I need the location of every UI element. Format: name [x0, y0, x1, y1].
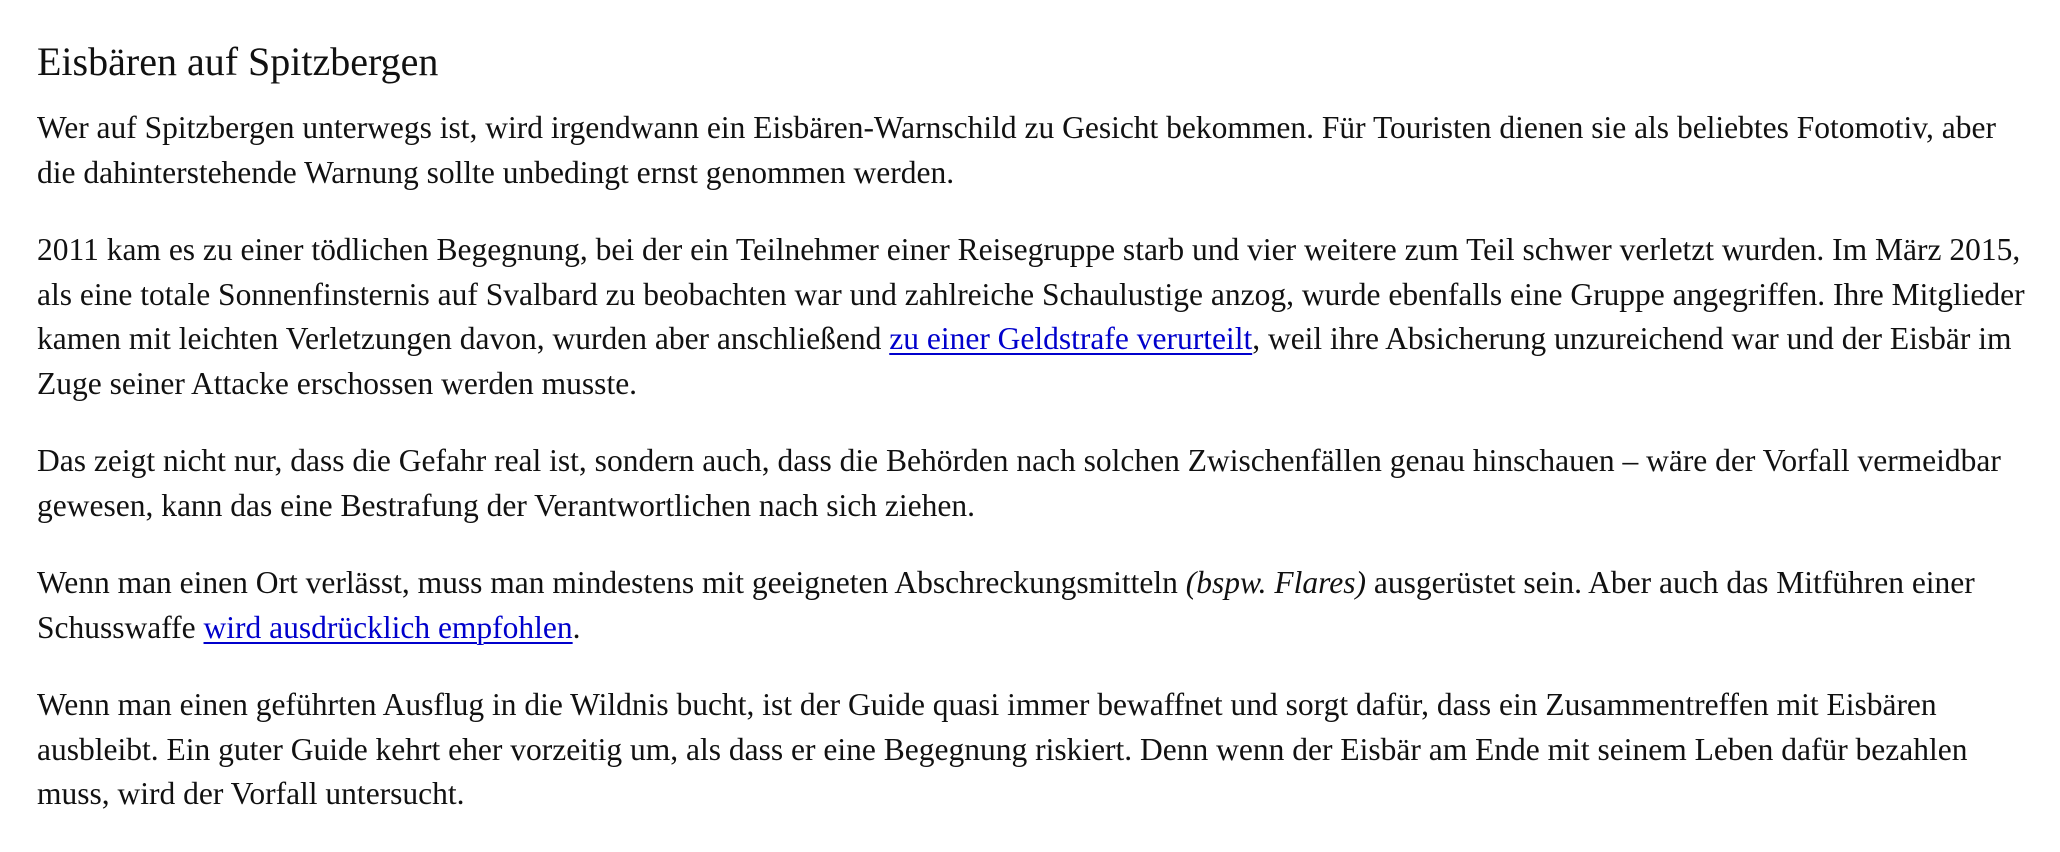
paragraph-incidents-text-before: 2011 kam es zu einer tödlichen Begegnung, bei der ein Teilnehmer einer Reisegruppe starb und vier weitere zum Teil schwer verletzt wurden. Im März 2015, als eine totale Sonnenfinsternis auf Svalbard zu beobachten war und zahlreiche Schaulustige anzog, wurde ebenfalls eine Gruppe angegriffen. Ihre Mitglieder kamen mit leichten Verletzungen davon, wurden aber anschließend [37, 232, 2025, 356]
paragraph-equipment-text-before: Wenn man einen Ort verlässt, muss man mindestens mit geeigneten Abschreckungsmitteln [37, 565, 1186, 600]
paragraph-guides: Wenn man einen geführten Ausflug in die Wildnis bucht, ist der Guide quasi immer bewaffnet und sorgt dafür, dass ein Zusammentreffen mit Eisbären ausbleibt. Ein guter Guide kehrt eher vorzeitig um, als dass er eine Begegnung riskiert. Denn wenn der Eisbär am Ende mit seinem Leben dafür bezahlen muss, wird der Vorfall untersucht. [37, 687, 1968, 811]
flares-emphasis: (bspw. Flares) [1185, 565, 1366, 600]
paragraph-equipment [37, 561, 2037, 650]
paragraph-incidents-text-after: , weil ihre Absicherung unzureichend war und der Eisbär im Zuge seiner Attacke erschossen werden musste. [37, 321, 2012, 401]
article-title: Eisbären auf Spitzbergen [37, 39, 439, 84]
paragraph-equipment-text-after: . [572, 609, 581, 645]
paragraph-authorities: Das zeigt nicht nur, dass die Gefahr real ist, sondern auch, dass die Behörden nach solchen Zwischenfällen genau hinschauen – wäre der Vorfall vermeidbar gewesen, kann das eine Bestrafung der Verantwortlichen nach sich ziehen. [37, 443, 2001, 523]
paragraph-incidents [37, 228, 2037, 406]
article [37, 34, 2037, 850]
recommendation-link[interactable]: wird ausdrücklich empfohlen [203, 609, 573, 645]
paragraph-intro: Wer auf Spitzbergen unterwegs ist, wird irgendwann ein Eisbären-Warnschild zu Gesicht bekommen. Für Touristen dienen sie als beliebtes Fotomotiv, aber die dahinterstehende Warnung sollte unbedingt ernst genommen werden. [37, 110, 1996, 190]
paragraph-equipment-text-middle: ausgerüstet sein. Aber auch das Mitführen einer Schusswaffe [37, 565, 1975, 645]
fine-link[interactable]: zu einer Geldstrafe verurteilt [889, 321, 1253, 356]
